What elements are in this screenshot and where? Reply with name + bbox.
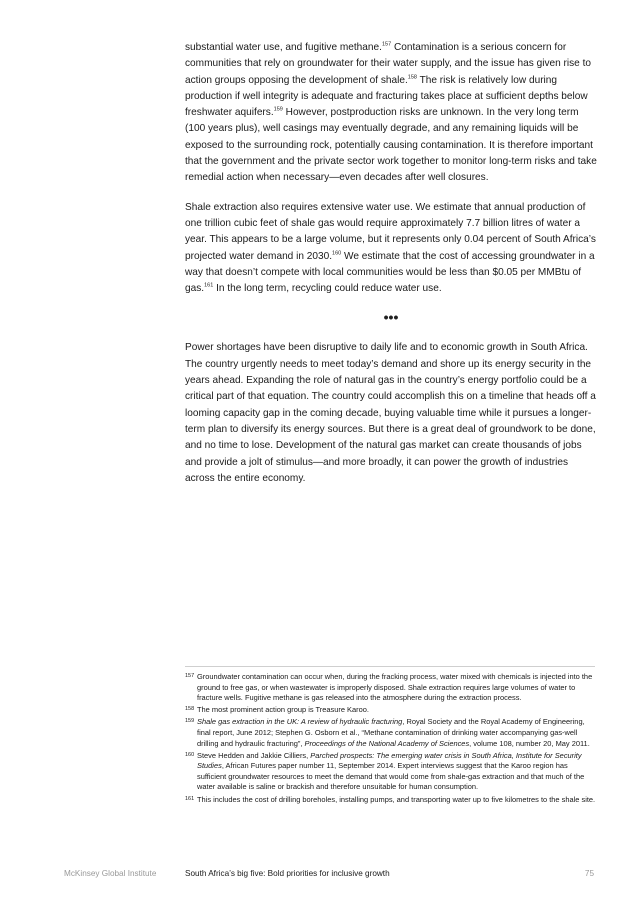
text-run: Contamination is a serious concern for communities that rely on groundwater for their water supply, and the issue has given rise to action groups opposing the development of shale.: [185, 42, 592, 86]
text-run: , African Futures paper number 11, September 2014. Expert interviews suggest that the Karoo region has sufficient groundwater resources to meet the demand that would come from shale-gas extraction and that much of the water available is saline or brackish and therefore unsuitable for human consumption.: [197, 761, 585, 792]
footnote-159: [185, 717, 597, 749]
page-number: 75: [584, 869, 594, 878]
text-run: Proceedings of the National Academy of Sciences: [304, 738, 470, 748]
text-run: This includes the cost of drilling boreholes, installing pumps, and transporting water up to five kilometres to the shale site.: [197, 794, 596, 804]
footnote-number: 160: [185, 751, 195, 758]
footnotes: [185, 672, 597, 807]
footnote-text: [197, 705, 597, 716]
text-run: Shale extraction also requires extensive water use. We estimate that annual production of one trillion cubic feet of shale gas would require approximately 7.7 billion litres of water a year. This appears to be a large volume, but it represents only 0.04 percent of South Africa’s projected water demand in 2030.: [185, 201, 596, 262]
footnote-160: [185, 751, 597, 793]
footnote-ref: 158: [407, 74, 417, 81]
footnote-number: 157: [185, 673, 195, 679]
text-run: Parched prospects: The emerging water crisis in South Africa, Institute for Security Studies: [197, 750, 582, 771]
footnote-ref: 157: [381, 41, 392, 48]
footnote-ref: 160: [332, 250, 342, 257]
paragraph-contamination: [185, 40, 597, 187]
footnote-ref: 159: [273, 106, 283, 113]
footnote-161: [185, 795, 597, 806]
footnote-text: [197, 672, 597, 704]
footnote-text: [197, 717, 597, 749]
footer-publisher: McKinsey Global Institute: [64, 869, 157, 878]
footnote-text: [197, 795, 597, 806]
section-separator: •••: [383, 309, 399, 326]
text-run: substantial water use, and fugitive methane.: [185, 42, 382, 53]
footnote-number: 158: [185, 706, 195, 713]
text-run: Shale gas extraction in the UK: A review of hydraulic fracturing: [197, 717, 403, 727]
main-body: [185, 40, 597, 500]
text-run: In the long term, recycling could reduce water use.: [213, 283, 442, 295]
footnote-ref: 161: [204, 282, 214, 289]
paragraph-water-use: [185, 200, 597, 298]
footer-report-title: South Africa’s big five: Bold priorities for inclusive growth: [185, 869, 390, 878]
text-run: The most prominent action group is Treasure Karoo.: [197, 705, 369, 715]
text-run: However, postproduction risks are unknown. In the very long term (100 years plus), well casings may eventually degrade, and any remaining liquids will be exposed to the surrounding rock, potentially causing contamination. It is therefore important that the government and the private sector work together to monitor long-term risks and take remedial action when necessary—even decades after well closures.: [185, 107, 597, 184]
footnote-158: [185, 705, 597, 716]
footnote-number: 159: [185, 718, 195, 725]
text-run: , volume 108, number 20, May 2011.: [469, 738, 590, 748]
text-run: , Royal Society and the Royal Academy of Engineering, final report, June 2012; Stephen G. Osborn et al., “Methane contamination of drinking water accompanying gas-well drilling and hydraulic fracturing”,: [197, 717, 585, 748]
footnote-text: [197, 751, 597, 793]
paragraph-conclusion: Power shortages have been disruptive to daily life and to economic growth in South Africa. The country urgently needs to meet today’s demand and shore up its energy security in the years ahead. Expanding the role of natural gas in the country’s energy portfolio could be a critical part of that equation. The country could accomplish this on a timeline that heads off a looming capacity gap in the coming decade, buying valuable time while it pursues a longer-term plan to diversify its energy sources. But there is a great deal of groundwork to be done, and no time to lose. Development of the natural gas market can create thousands of jobs and provide a jolt of stimulus—and more broadly, it can power the growth of industries across the entire economy.: [185, 342, 596, 484]
text-run: We estimate that the cost of accessing groundwater in a way that doesn’t compete with local communities would be less than $0.05 per MMBtu of gas.: [185, 250, 595, 295]
footnote-157: [185, 672, 597, 704]
footnote-number: 161: [185, 795, 195, 802]
text-run: Steve Hedden and Jakkie Cilliers,: [197, 750, 311, 760]
footnote-divider: [185, 666, 595, 667]
text-run: Groundwater contamination can occur when, during the fracking process, water mixed with chemicals is injected into the ground to free gas, or when wastewater is improperly disposed. Shale extraction requires large volumes of water to fracture wells. Fugitive methane is gas released into the atmosphere during the extraction process.: [197, 672, 593, 703]
text-run: The risk is relatively low during production if well integrity is adequate and fracturing takes place at sufficient depths below freshwater aquifers.: [185, 74, 588, 119]
